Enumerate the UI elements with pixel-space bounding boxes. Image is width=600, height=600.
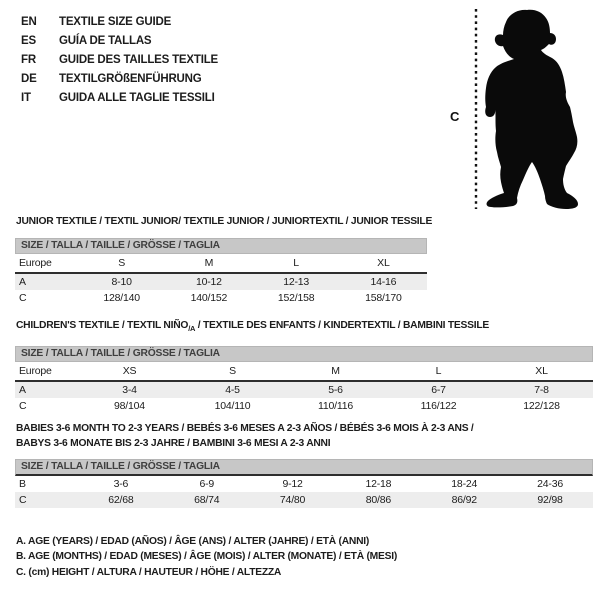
- value-cell: 10-12: [165, 273, 252, 290]
- column-header-cell: M: [165, 254, 252, 273]
- lang-code: ES: [21, 35, 36, 47]
- column-header-cell: L: [387, 362, 490, 381]
- baby-height-figure: [443, 4, 598, 219]
- value-cell: 4-5: [181, 381, 284, 398]
- table-row: [15, 398, 593, 414]
- lang-label: GUÍA DE TALLAS: [59, 35, 152, 47]
- children-title-subscript: /A: [188, 324, 196, 334]
- value-cell: 6-9: [199, 478, 215, 490]
- row-label-cell: B: [19, 478, 26, 490]
- value-cell: 116/122: [420, 400, 457, 412]
- table-row: [15, 290, 427, 306]
- value-cell: 68/74: [164, 492, 250, 508]
- value-cell: 74/80: [250, 492, 336, 508]
- row-label-cell: C: [15, 492, 78, 508]
- column-header-cell: L: [253, 254, 340, 273]
- value-cell: 122/128: [523, 400, 560, 412]
- junior-size-table: [15, 238, 427, 306]
- children-section-title: [16, 320, 489, 333]
- baby-silhouette-icon: [443, 4, 598, 219]
- value-cell: 5-6: [284, 381, 387, 398]
- babies-title-line1: BABIES 3-6 MONTH TO 2-3 YEARS / BEBÉS 3-6 MESES A 2-3 AÑOS / BÉBÉS 3-6 MOIS À 2-3 ANS /: [16, 423, 474, 434]
- lang-row-es: [21, 32, 218, 51]
- babies-title-line2: BABYS 3-6 MONATE BIS 2-3 JAHRE / BAMBINI 3-6 MESI A 2-3 ANNI: [16, 438, 331, 449]
- value-cell: 80/86: [335, 492, 421, 508]
- legend-line-c: C. (cm) HEIGHT / ALTURA / HAUTEUR / HÖHE / ALTEZZA: [16, 566, 282, 578]
- baby-silhouette-path: [485, 10, 578, 209]
- lang-label: GUIDA ALLE TAGLIE TESSILI: [59, 92, 215, 104]
- lang-code: DE: [21, 73, 37, 85]
- row-label-cell: A: [15, 381, 78, 398]
- value-cell: 12-13: [253, 273, 340, 290]
- value-cell: 158/170: [365, 292, 402, 304]
- lang-row-de: [21, 70, 218, 89]
- size-band: SIZE / TALLA / TAILLE / GRÖSSE / TAGLIA: [15, 238, 427, 254]
- value-cell: 12-18: [365, 478, 392, 490]
- value-cell: 14-16: [340, 273, 427, 290]
- height-marker-label: C: [450, 109, 460, 124]
- value-cell: 152/158: [277, 292, 315, 304]
- lang-label: TEXTILGRÖßENFÜHRUNG: [59, 73, 202, 85]
- value-cell: 104/110: [214, 400, 251, 412]
- column-header-cell: XL: [340, 254, 427, 273]
- value-cell: 18-24: [451, 478, 478, 490]
- column-header-cell: XS: [78, 362, 181, 381]
- value-cell: 24-36: [537, 478, 563, 490]
- column-header-cell: S: [181, 362, 284, 381]
- column-header-cell: XL: [490, 362, 593, 381]
- column-header-cell: M: [284, 362, 387, 381]
- row-label-cell: A: [15, 273, 78, 290]
- size-band: SIZE / TALLA / TAILLE / GRÖSSE / TAGLIA: [15, 346, 593, 362]
- region-label-cell: Europe: [15, 362, 78, 381]
- value-cell: 8-10: [78, 273, 165, 290]
- table-row: [15, 492, 593, 508]
- lang-code: IT: [21, 92, 31, 104]
- column-header-cell: S: [78, 254, 165, 273]
- value-cell: 6-7: [387, 381, 490, 398]
- value-cell: 98/104: [114, 400, 145, 412]
- size-band: SIZE / TALLA / TAILLE / GRÖSSE / TAGLIA: [15, 459, 593, 476]
- row-label-cell: C: [19, 292, 27, 304]
- lang-row-it: [21, 89, 218, 108]
- legend-line-b: B. AGE (MONTHS) / EDAD (MESES) / ÂGE (MOIS) / ALTER (MONATE) / ETÀ (MESI): [16, 551, 398, 563]
- value-cell: 3-4: [78, 381, 181, 398]
- language-header: [21, 13, 218, 108]
- value-cell: 9-12: [282, 478, 303, 490]
- lang-row-fr: [21, 51, 218, 70]
- value-cell: 3-6: [113, 478, 129, 490]
- babies-section-title: [16, 421, 474, 451]
- columns-row: [15, 362, 593, 381]
- lang-code: FR: [21, 54, 36, 66]
- table-row: [15, 476, 593, 492]
- children-size-table: [15, 346, 593, 414]
- lang-code: EN: [21, 16, 37, 28]
- columns-row: [15, 254, 427, 273]
- table-row: [15, 381, 593, 398]
- value-cell: 62/68: [78, 492, 164, 508]
- children-title-suffix: / TEXTILE DES ENFANTS / KINDERTEXTIL / BAMBINI TESSILE: [195, 320, 490, 331]
- babies-size-table: [15, 459, 593, 508]
- region-label-cell: Europe: [15, 254, 78, 273]
- value-cell: 92/98: [507, 492, 593, 508]
- lang-label: TEXTILE SIZE GUIDE: [59, 16, 172, 28]
- value-cell: 140/152: [190, 292, 228, 304]
- junior-section-title: JUNIOR TEXTILE / TEXTIL JUNIOR/ TEXTILE JUNIOR / JUNIORTEXTIL / JUNIOR TESSILE: [16, 216, 433, 227]
- table-row: [15, 273, 427, 290]
- value-cell: 128/140: [103, 292, 140, 304]
- legend-line-a: A. AGE (YEARS) / EDAD (AÑOS) / ÂGE (ANS) / ALTER (JAHRE) / ETÀ (ANNI): [16, 536, 370, 547]
- value-cell: 86/92: [421, 492, 507, 508]
- value-cell: 110/116: [318, 400, 353, 412]
- children-title-prefix: CHILDREN'S TEXTILE / TEXTIL NIÑO: [16, 320, 189, 331]
- measurement-legend: [16, 534, 397, 580]
- lang-label: GUIDE DES TAILLES TEXTILE: [59, 54, 218, 66]
- lang-row-en: [21, 13, 218, 32]
- row-label-cell: C: [19, 400, 27, 412]
- value-cell: 7-8: [490, 381, 593, 398]
